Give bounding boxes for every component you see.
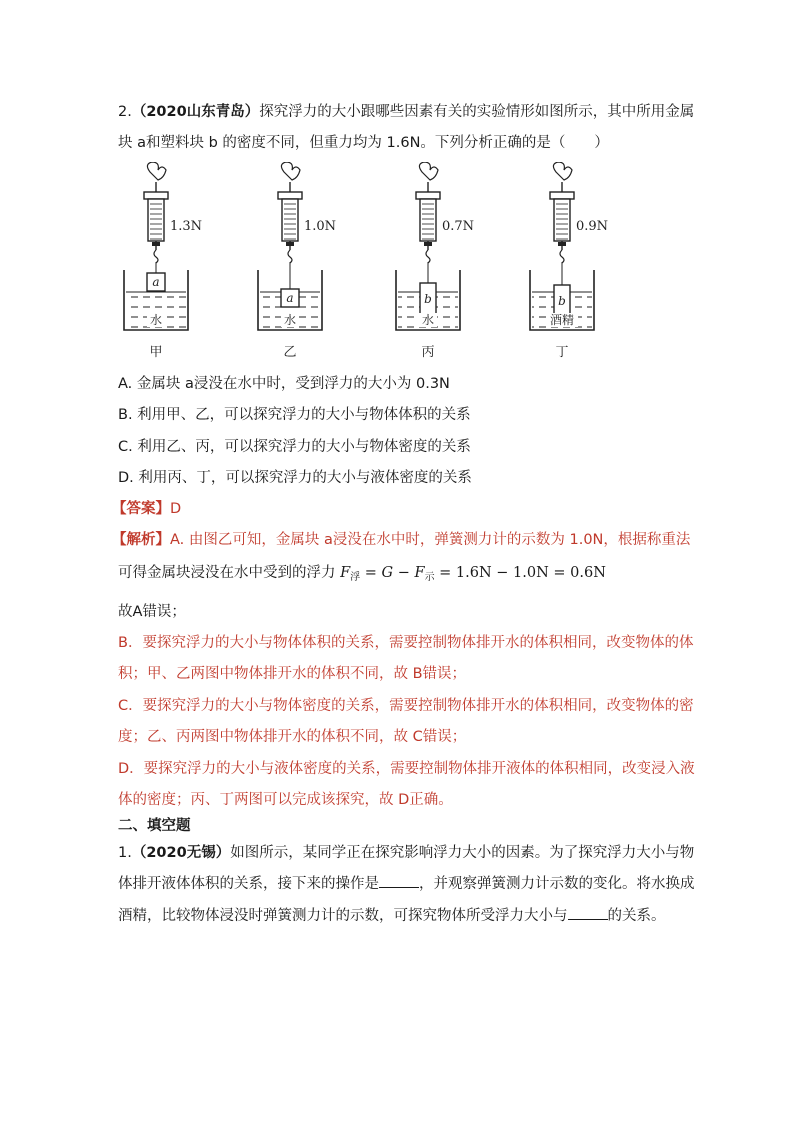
q1-line3 (118, 906, 666, 926)
q1-text2b: ，并观察弹簧测力计示数的变化。将水换成 (419, 876, 695, 892)
liquid-label: 水 (283, 313, 297, 327)
scale-reading: 1.3N (170, 219, 203, 234)
liquid-label: 水 (149, 313, 163, 327)
analysis-a-line3: 故A错误； (118, 604, 186, 620)
formula-mid-sub: 示 (424, 572, 435, 583)
formula-lhs: F (340, 565, 351, 581)
panel-label: 丁 (555, 345, 569, 360)
q1-text2a: 体排开液体体积的关系，接下来的操作是 (118, 876, 379, 892)
option-b: B. 利用甲、乙，可以探究浮力的大小与物体体积的关系 (118, 407, 471, 423)
panel-1 (124, 162, 202, 360)
fill-blank-1[interactable] (379, 887, 419, 888)
block-letter: a (286, 291, 294, 305)
analysis-label: 【解析】 (112, 532, 170, 548)
analysis-b-line2: 积；甲、乙两图中物体排开水的体积不同，故 B错误； (118, 666, 467, 682)
hand-icon (147, 162, 166, 180)
q1-number: 1. (118, 845, 132, 861)
q1-line2 (118, 874, 695, 894)
spring-scale (148, 199, 164, 241)
formula-lhs-sub: 浮 (350, 572, 361, 583)
panel-4 (530, 162, 608, 360)
scale-reading: 0.9N (576, 219, 609, 234)
q1-text3b: 的关系。 (607, 908, 666, 924)
q2-source: （2020山东青岛） (131, 104, 260, 120)
panel-3 (396, 162, 474, 360)
option-d: D. 利用丙、丁，可以探究浮力的大小与液体密度的关系 (118, 470, 472, 486)
buoyancy-formula (340, 565, 606, 581)
analysis-c-line1: C．要探究浮力的大小与物体密度的关系，需要控制物体排开水的体积相同，改变物体的密 (118, 698, 694, 714)
hand-icon (281, 162, 300, 180)
spring-scale (554, 199, 570, 241)
liquid-label: 水 (421, 313, 435, 327)
analysis-a-line1 (112, 530, 690, 550)
panel-label: 甲 (149, 345, 163, 360)
block-letter: b (424, 292, 432, 306)
q1-source: （2020无锡） (131, 845, 231, 861)
option-a: A. 金属块 a浸没在水中时，受到浮力的大小为 0.3N (118, 376, 450, 392)
answer-line (112, 499, 181, 519)
block-letter: b (558, 294, 566, 308)
option-c: C. 利用乙、丙，可以探究浮力的大小与物体密度的关系 (118, 439, 471, 455)
answer-value: D (170, 501, 182, 517)
section-heading: 二、填空题 (118, 818, 191, 834)
hand-icon (553, 162, 572, 180)
q1-text3a: 酒精，比较物体浸没时弹簧测力计的示数，可探究物体所受浮力大小与 (118, 908, 568, 924)
panel-label: 丙 (421, 345, 435, 360)
q2-stem-line2 (118, 133, 609, 153)
spring-scale (282, 199, 298, 241)
analysis-a-text1: A. 由图乙可知，金属块 a浸没在水中时，弹簧测力计的示数为 1.0N，根据称重法 (170, 532, 691, 548)
q1-text1: 如图所示，某同学正在探究影响浮力大小的因素。为了探究浮力大小与物 (230, 845, 695, 861)
q1-line1 (118, 843, 694, 863)
analysis-d-line1: D．要探究浮力的大小与液体密度的关系，需要控制物体排开液体的体积相同，改变浸入液 (118, 761, 695, 777)
scale-reading: 1.0N (304, 219, 337, 234)
analysis-a-line2 (118, 563, 606, 588)
analysis-c-line2: 度；乙、丙两图中物体排开水的体积不同，故 C错误； (118, 729, 467, 745)
panel-2 (258, 162, 336, 360)
q2-stem-line1 (118, 102, 694, 122)
panel-label: 乙 (283, 345, 297, 360)
q2-stem-text2: 块 a和塑料块 b 的密度不同，但重力均为 1.6N。下列分析正确的是（ ） (118, 135, 609, 151)
analysis-a-text2: 可得金属块浸没在水中受到的浮力 (118, 565, 336, 581)
hand-icon (419, 162, 438, 180)
spring-scale (420, 199, 436, 241)
q2-stem-text1: 探究浮力的大小跟哪些因素有关的实验情形如图所示，其中所用金属 (259, 104, 695, 120)
experiment-figure (118, 162, 618, 364)
q2-number: 2. (118, 104, 132, 120)
fill-blank-2[interactable] (568, 919, 608, 920)
block-letter: a (152, 275, 160, 289)
formula-mid: = G − F (360, 565, 425, 581)
scale-reading: 0.7N (442, 219, 475, 234)
analysis-b-line1: B．要探究浮力的大小与物体体积的关系，需要控制物体排开水的体积相同，改变物体的体 (118, 635, 694, 651)
analysis-d-line2: 体的密度；丙、丁两图可以完成该探究，故 D正确。 (118, 792, 453, 808)
liquid-label: 酒精 (549, 313, 575, 327)
formula-rhs: = 1.6N − 1.0N = 0.6N (434, 565, 606, 581)
answer-label: 【答案】 (112, 501, 170, 517)
